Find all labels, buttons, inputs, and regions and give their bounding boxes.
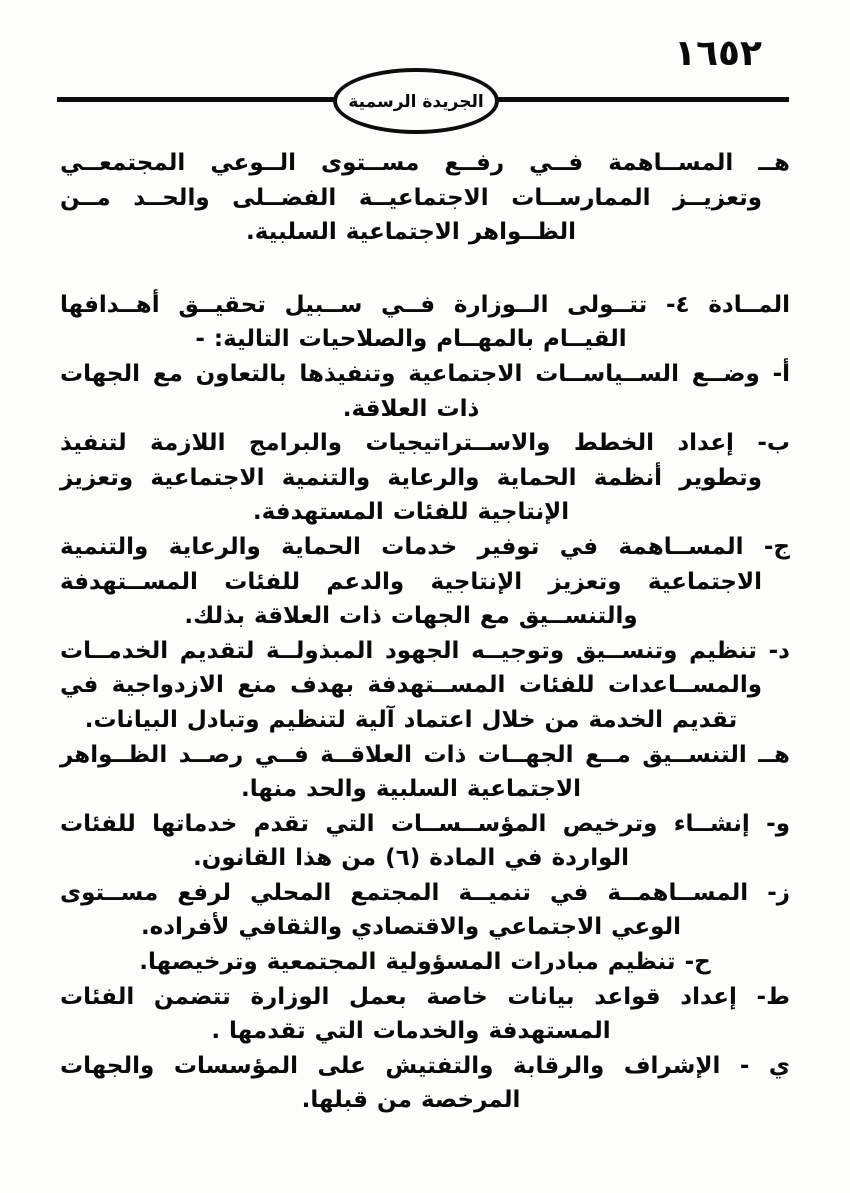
clause-a: أ- وضــع الســياســات الاجتماعية وتنفيذها بالتعاون مع الجهات ذات العلاقة. — [60, 360, 790, 422]
gazette-title: الجريدة الرسمية — [348, 92, 484, 112]
page-number: ١٦٥٢ — [674, 33, 762, 74]
page-header — [0, 0, 850, 138]
gazette-title-badge — [333, 68, 499, 134]
clause-tta: ط- إعداد قواعد بيانات خاصة بعمل الوزارة تتضمن الفئات المستهدفة والخدمات التي تقدمها . — [60, 983, 790, 1045]
clause-jeem: ج- المســاهمة في توفير خدمات الحماية والرعاية والتنمية الاجتماعية وتعزيز الإنتاجية والدعم للفئات المســتهدفة والتنســيق مع الجهات ذات العلاقة بذلك. — [60, 533, 790, 630]
clause-zay: ز- المســاهمــة في تنميــة المجتمع المحلي لرفع مســتوى الوعي الاجتماعي والاقتصادي والثقافي لأفراده. — [60, 879, 790, 941]
article-4-heading: المــادة ٤- تتــولى الــوزارة فــي ســبيل تحقيــق أهــدافها القيــام بالمهــام والصلاحيات التالية: - — [60, 291, 791, 353]
clause-waw: و- إنشــاء وترخيص المؤســســات التي تقدم خدماتها للفئات الواردة في المادة (٦) من هذا القانون. — [60, 810, 790, 872]
clause-b: ب- إعداد الخطط والاســتراتيجيات والبرامج اللازمة لتنفيذ وتطوير أنظمة الحماية والرعاية والتنمية الاجتماعية وتعزيز الإنتاجية للفئات المستهدفة. — [60, 430, 790, 526]
clause-dal: د- تنظيم وتنســيق وتوجيــه الجهود المبذولــة لتقديم الخدمــات والمســاعدات للفئات المســتهدفة بهدف منع الازدواجية في تقديم الخدمة من خلال اعتماد آلية لتنظيم وتبادل البيانات. — [60, 637, 790, 733]
clause-hha: ح- تنظيم مبادرات المسؤولية المجتمعية وترخيصها. — [139, 949, 711, 976]
clause-ha-intro: هــ المســاهمة فــي رفــع مســتوى الــوعي المجتمعــي وتعزيــز الممارســات الاجتماعيــة الفضــلى والحــد مــن الظــواهر الاجتماعية السلبية. — [60, 150, 790, 246]
document-body — [0, 138, 850, 1118]
clause-ha: هــ التنســيق مــع الجهــات ذات العلاقــة فــي رصــد الظــواهر الاجتماعية السلبية والحد منها. — [60, 741, 790, 803]
clause-ya: ي - الإشراف والرقابة والتفتيش على المؤسسات والجهات المرخصة من قبلها. — [60, 1052, 790, 1114]
